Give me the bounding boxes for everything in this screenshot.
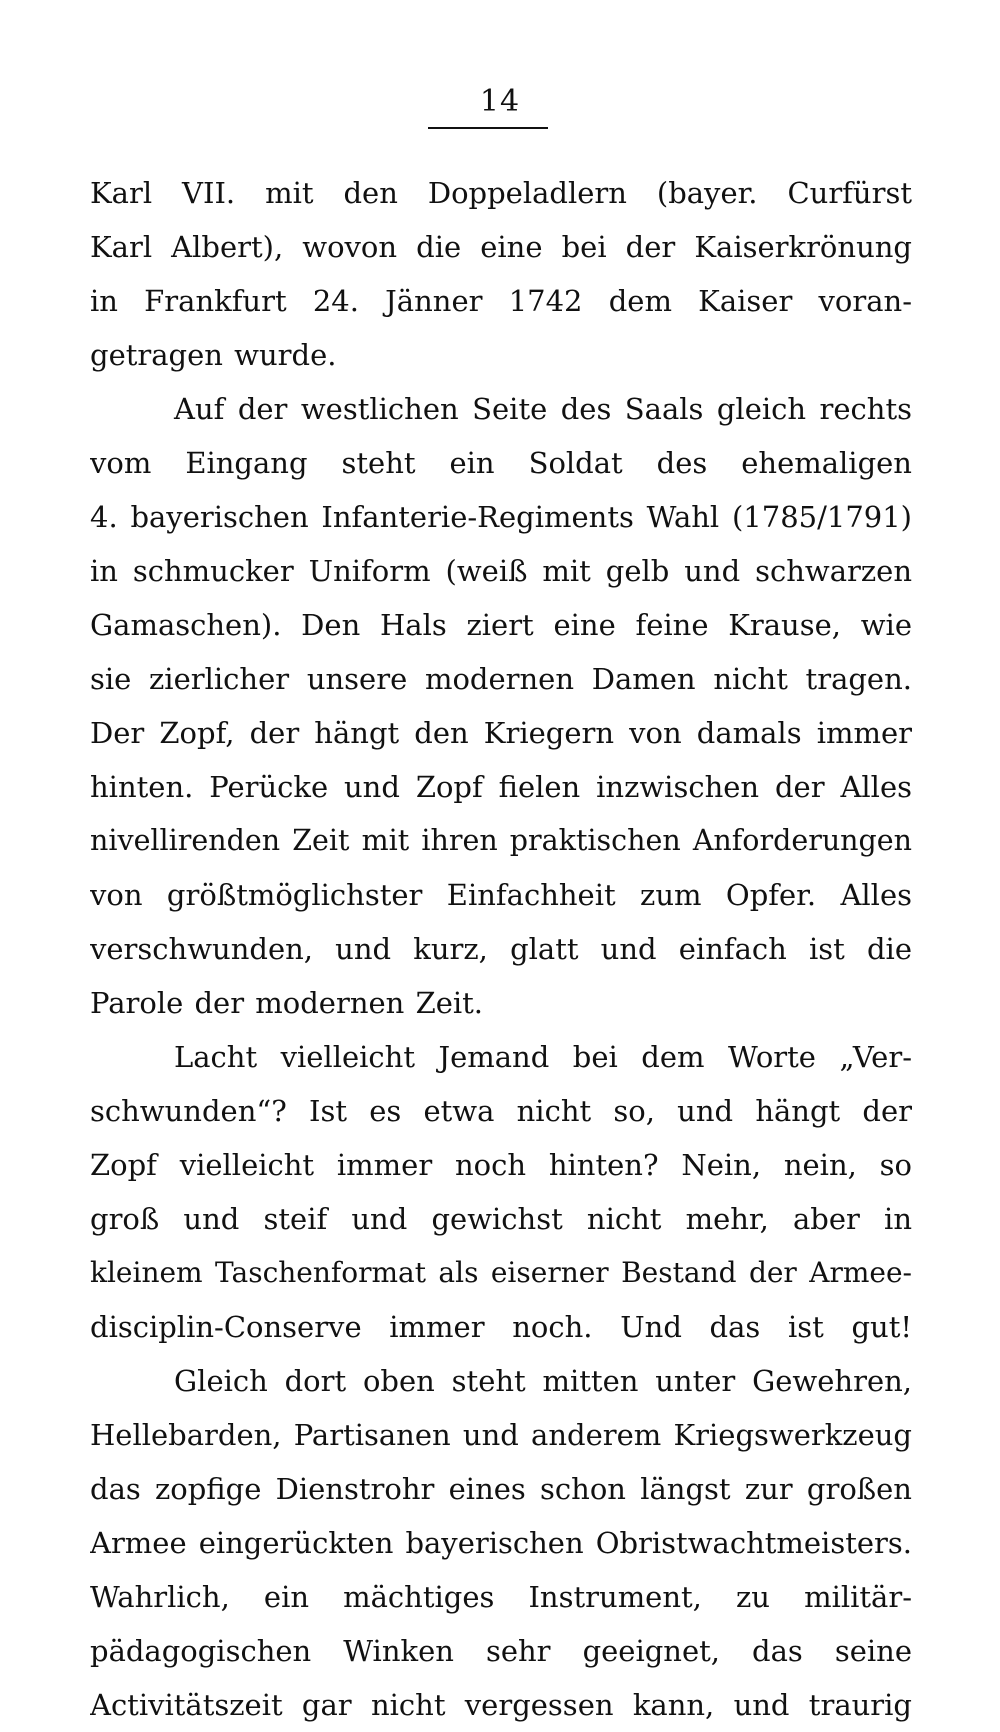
text-line: schwunden“? Ist es etwa nicht so, und hängt der [90,1094,912,1128]
page-number: 14 [479,84,521,119]
page-number-rule [428,127,548,129]
text-line: getragen wurde. [90,338,337,372]
text-line: Gamaschen). Den Hals ziert eine feine Krause, wie [90,608,912,642]
body-text [90,166,912,1732]
text-line: das zopfige Dienstrohr eines schon längst zur großen [90,1472,912,1506]
text-line: hinten. Perücke und Zopf fielen inzwischen der Alles [90,770,912,804]
text-line: 4. bayerischen Infanterie-Regiments Wahl (1785/1791) [90,500,912,534]
text-line: von größtmöglichster Einfachheit zum Opfer. Alles [90,878,912,912]
text-line: Hellebarden, Partisanen und anderem Kriegswerkzeug [90,1418,912,1452]
text-line: Gleich dort oben steht mitten unter Gewehren, [174,1364,912,1398]
text-line: disciplin-Conserve immer noch. Und das ist gut! [90,1310,912,1344]
text-line: nivellirenden Zeit mit ihren praktischen Anforderungen [90,824,912,857]
text-line: Parole der modernen Zeit. [90,986,484,1020]
text-line: vom Eingang steht ein Soldat des ehemaligen [90,446,912,480]
text-line: verschwunden, und kurz, glatt und einfach ist die [90,932,912,966]
text-line: kleinem Taschenformat als eiserner Bestand der Armee- [90,1256,912,1289]
text-line: Auf der westlichen Seite des Saals gleich rechts [174,392,912,426]
text-line: groß und steif und gewichst nicht mehr, aber in [90,1202,912,1236]
text-line: in schmucker Uniform (weiß mit gelb und schwarzen [90,554,912,588]
text-line: Lacht vielleicht Jemand bei dem Worte „Ver- [174,1040,912,1074]
text-line: Karl VII. mit den Doppeladlern (bayer. Curfürst [90,176,912,210]
text-line: Activitätszeit gar nicht vergessen kann, und traurig [90,1688,912,1722]
text-line: in Frankfurt 24. Jänner 1742 dem Kaiser voran- [90,284,912,318]
text-line: Karl Albert), wovon die eine bei der Kaiserkrönung [90,230,912,264]
text-line: pädagogischen Winken sehr geeignet, das seine [90,1634,912,1668]
text-line: sie zierlicher unsere modernen Damen nicht tragen. [90,662,912,696]
text-line: Der Zopf, der hängt den Kriegern von damals immer [90,716,912,750]
text-line: Zopf vielleicht immer noch hinten? Nein, nein, so [90,1148,912,1182]
text-line: Wahrlich, ein mächtiges Instrument, zu militär- [90,1580,912,1614]
text-line: Armee eingerückten bayerischen Obristwachtmeisters. [90,1526,912,1560]
